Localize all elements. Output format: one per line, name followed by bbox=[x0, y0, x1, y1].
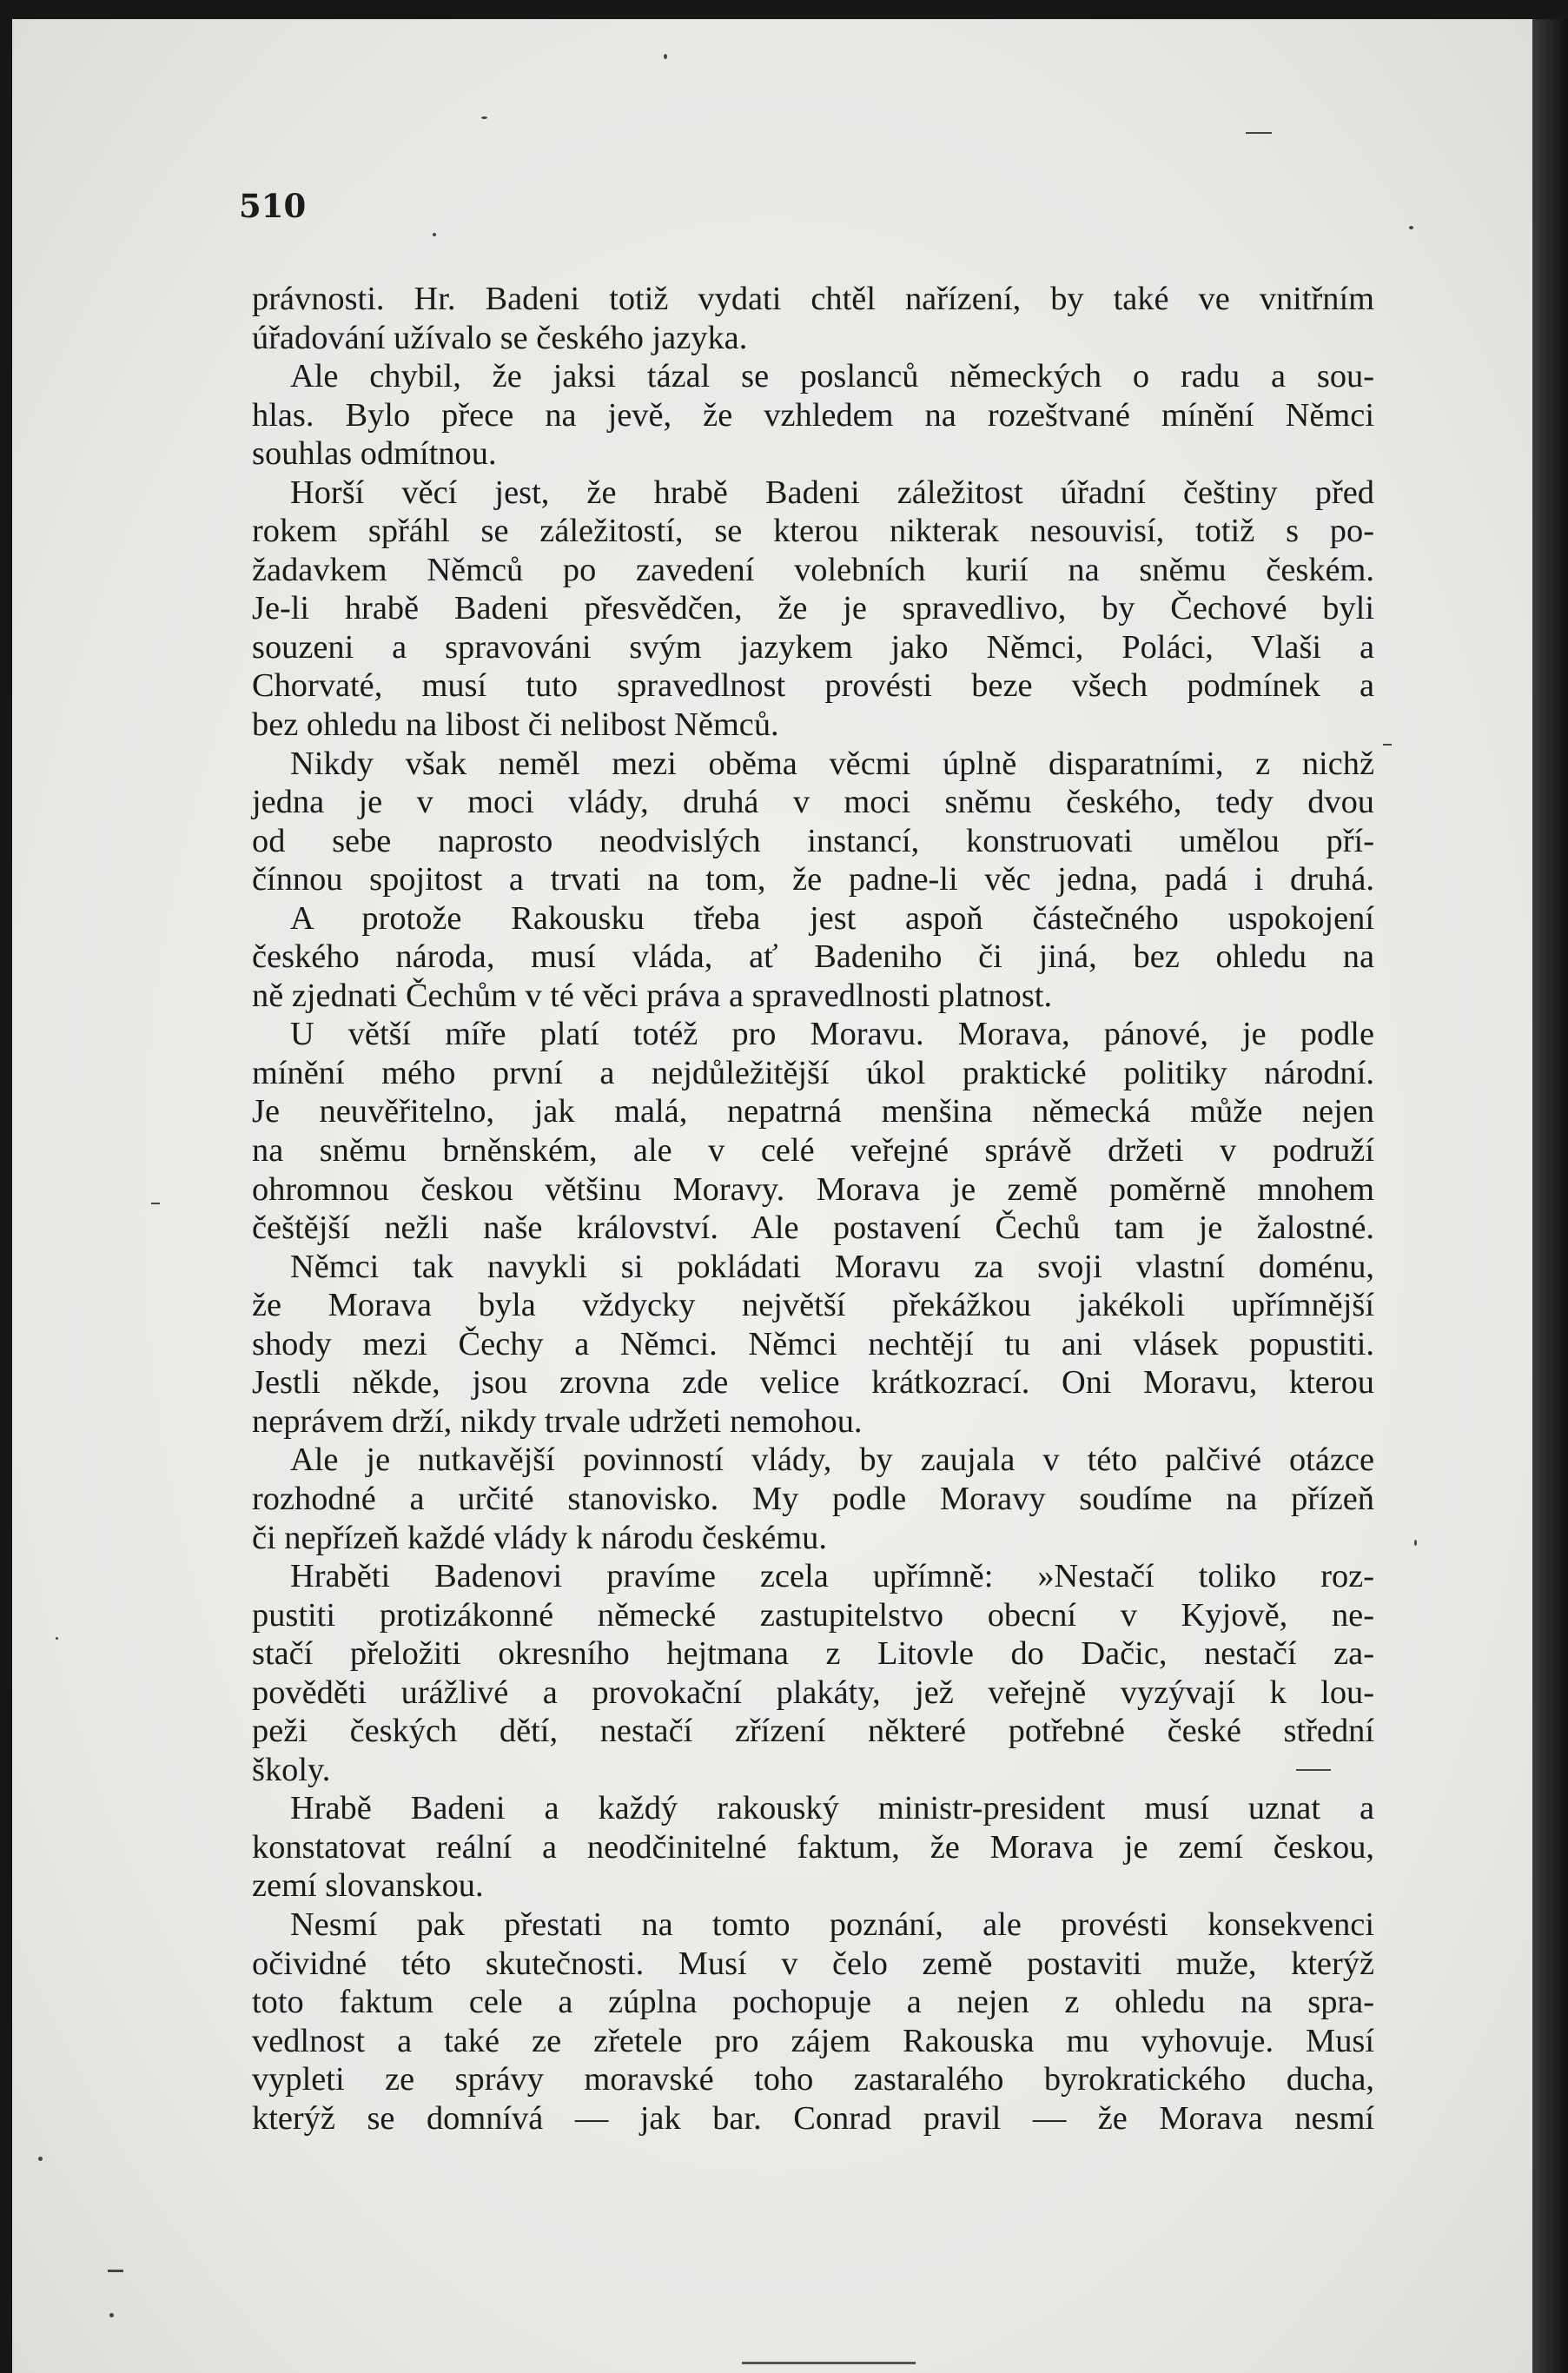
text-line: či nepřízeň každé vlády k národu českému. bbox=[252, 1519, 827, 1556]
scan-speck bbox=[742, 2362, 916, 2364]
text-line: že Morava byla vždycky největší překážkou jakékoli upřímnější bbox=[252, 1287, 1374, 1324]
text-line: žadavkem Němců po zavedení volebních kurií na sněmu českém. bbox=[252, 551, 1374, 588]
text-line: Nesmí pak přestati na tomto poznání, ale provésti konsekvenci bbox=[290, 1906, 1374, 1943]
scan-speck bbox=[1383, 744, 1392, 746]
scan-speck bbox=[1409, 226, 1413, 229]
text-line: toto faktum cele a zúplna pochopuje a nejen z ohledu na spra- bbox=[252, 1984, 1374, 2021]
page-number: 510 bbox=[239, 187, 307, 225]
text-line: Ale chybil, že jaksi tázal se poslanců německých o radu a sou- bbox=[290, 358, 1374, 395]
text-line: českého národa, musí vláda, ať Badeniho či jiná, bez ohledu na bbox=[252, 938, 1374, 976]
text-line: zemí slovanskou. bbox=[252, 1867, 484, 1905]
scan-speck bbox=[38, 2157, 43, 2161]
scan-speck bbox=[1414, 1540, 1417, 1546]
text-line: U větší míře platí totéž pro Moravu. Morava, pánové, je podle bbox=[290, 1016, 1374, 1053]
text-line: ně zjednati Čechům v té věci práva a spravedlnosti platnost. bbox=[252, 977, 1053, 1014]
text-line: právnosti. Hr. Badeni totiž vydati chtěl nařízení, by také ve vnitřním bbox=[252, 281, 1374, 317]
text-line: na sněmu brněnském, ale v celé veřejné správě držeti v podruží bbox=[252, 1132, 1374, 1170]
scan-speck bbox=[664, 54, 667, 59]
text-line: Ale je nutkavější povinností vlády, by zaujala v této palčivé otázce bbox=[290, 1442, 1374, 1479]
scan-speck bbox=[481, 116, 487, 119]
text-line: peži českých dětí, nestačí zřízení některé potřebné české střední bbox=[252, 1713, 1374, 1750]
text-line: Němci tak navykli si pokládati Moravu za svoji vlastní doménu, bbox=[290, 1248, 1374, 1285]
text-line: Hrabě Badeni a každý rakouský ministr-president musí uznat a bbox=[290, 1790, 1374, 1827]
text-line: bez ohledu na libost či nelibost Němců. bbox=[252, 706, 779, 744]
text-line: Je-li hrabě Badeni přesvědčen, že je spravedlivo, by Čechové byli bbox=[252, 590, 1374, 627]
text-line: Horší věcí jest, že hrabě Badeni záležitost úřadní češtiny před bbox=[290, 474, 1374, 511]
scan-speck bbox=[433, 233, 436, 236]
text-line: Je neuvěřitelno, jak malá, nepatrná menšina německá může nejen bbox=[252, 1093, 1374, 1130]
text-line: ohromnou českou většinu Moravy. Morava je země poměrně mnohem bbox=[252, 1170, 1374, 1208]
text-line: pověděti urážlivé a provokační plakáty, jež veřejně vyzývají k lou- bbox=[252, 1674, 1374, 1711]
text-line: konstatovat reální a neodčinitelné faktum, že Morava je zemí českou, bbox=[252, 1828, 1374, 1866]
text-line: úřadování užívalo se českého jazyka. bbox=[252, 319, 748, 356]
text-line: pustiti protizákonné německé zastupitelstvo obecní v Kyjově, ne- bbox=[252, 1596, 1374, 1634]
scan-speck bbox=[56, 1637, 58, 1640]
text-line: češtější nežli naše království. Ale postavení Čechů tam je žalostné. bbox=[252, 1210, 1374, 1247]
text-line: Jestli někde, jsou zrovna zde velice krátkozrací. Oni Moravu, kterou bbox=[252, 1364, 1374, 1402]
text-line: Nikdy však neměl mezi oběma věcmi úplně disparatními, z nichž bbox=[290, 745, 1374, 782]
text-line: očividné této skutečnosti. Musí v čelo země postaviti muže, kterýž bbox=[252, 1945, 1374, 1982]
text-line: vedlnost a také ze zřetele pro zájem Rakouska mu vyhovuje. Musí bbox=[252, 2022, 1374, 2059]
text-line: stačí přeložiti okresního hejtmana z Litovle do Dačic, nestačí za- bbox=[252, 1635, 1374, 1673]
scan-speck bbox=[151, 1203, 160, 1204]
scan-speck bbox=[108, 2270, 123, 2272]
text-line: mínění mého první a nejdůležitější úkol praktické politiky národní. bbox=[252, 1054, 1374, 1091]
page-edge-shadow bbox=[1532, 19, 1568, 2373]
text-line: od sebe naprosto neodvislých instancí, konstruovati umělou pří- bbox=[252, 822, 1374, 859]
text-line: neprávem drží, nikdy trvale udržeti nemohou. bbox=[252, 1402, 863, 1440]
scan-speck bbox=[1246, 132, 1272, 134]
text-line: jedna je v moci vlády, druhá v moci sněmu českého, tedy dvou bbox=[252, 784, 1374, 821]
text-line: vypleti ze správy moravské toho zastaralého byrokratického ducha, bbox=[252, 2061, 1374, 2098]
text-line: souzeni a spravováni svým jazykem jako Němci, Poláci, Vlaši a bbox=[252, 628, 1374, 666]
text-line: A protože Rakousku třeba jest aspoň částečného uspokojení bbox=[290, 899, 1374, 937]
scan-speck bbox=[109, 2313, 114, 2317]
text-line: kterýž se domnívá — jak bar. Conrad pravil — že Morava nesmí bbox=[252, 2099, 1374, 2137]
text-line: Chorvaté, musí tuto spravedlnost provésti beze všech podmínek a bbox=[252, 667, 1374, 705]
body-text bbox=[252, 280, 1374, 2138]
text-line: Hraběti Badenovi pravíme zcela upřímně: »Nestačí toliko roz- bbox=[290, 1558, 1374, 1595]
text-line: shody mezi Čechy a Němci. Němci nechtějí tu ani vlásek popustiti. bbox=[252, 1325, 1374, 1362]
text-line: hlas. Bylo přece na jevě, že vzhledem na rozeštvané mínění Němci bbox=[252, 396, 1374, 434]
text-line: rozhodné a určité stanovisko. My podle Moravy soudíme na přízeň bbox=[252, 1480, 1374, 1517]
text-line: rokem spřáhl se záležitostí, se kterou nikterak nesouvisí, totiž s po- bbox=[252, 513, 1374, 550]
text-line: školy. bbox=[252, 1751, 331, 1788]
text-line: čínnou spojitost a trvati na tom, že padne-li věc jedna, padá i druhá. bbox=[252, 861, 1374, 898]
text-line: souhlas odmítnou. bbox=[252, 435, 497, 473]
